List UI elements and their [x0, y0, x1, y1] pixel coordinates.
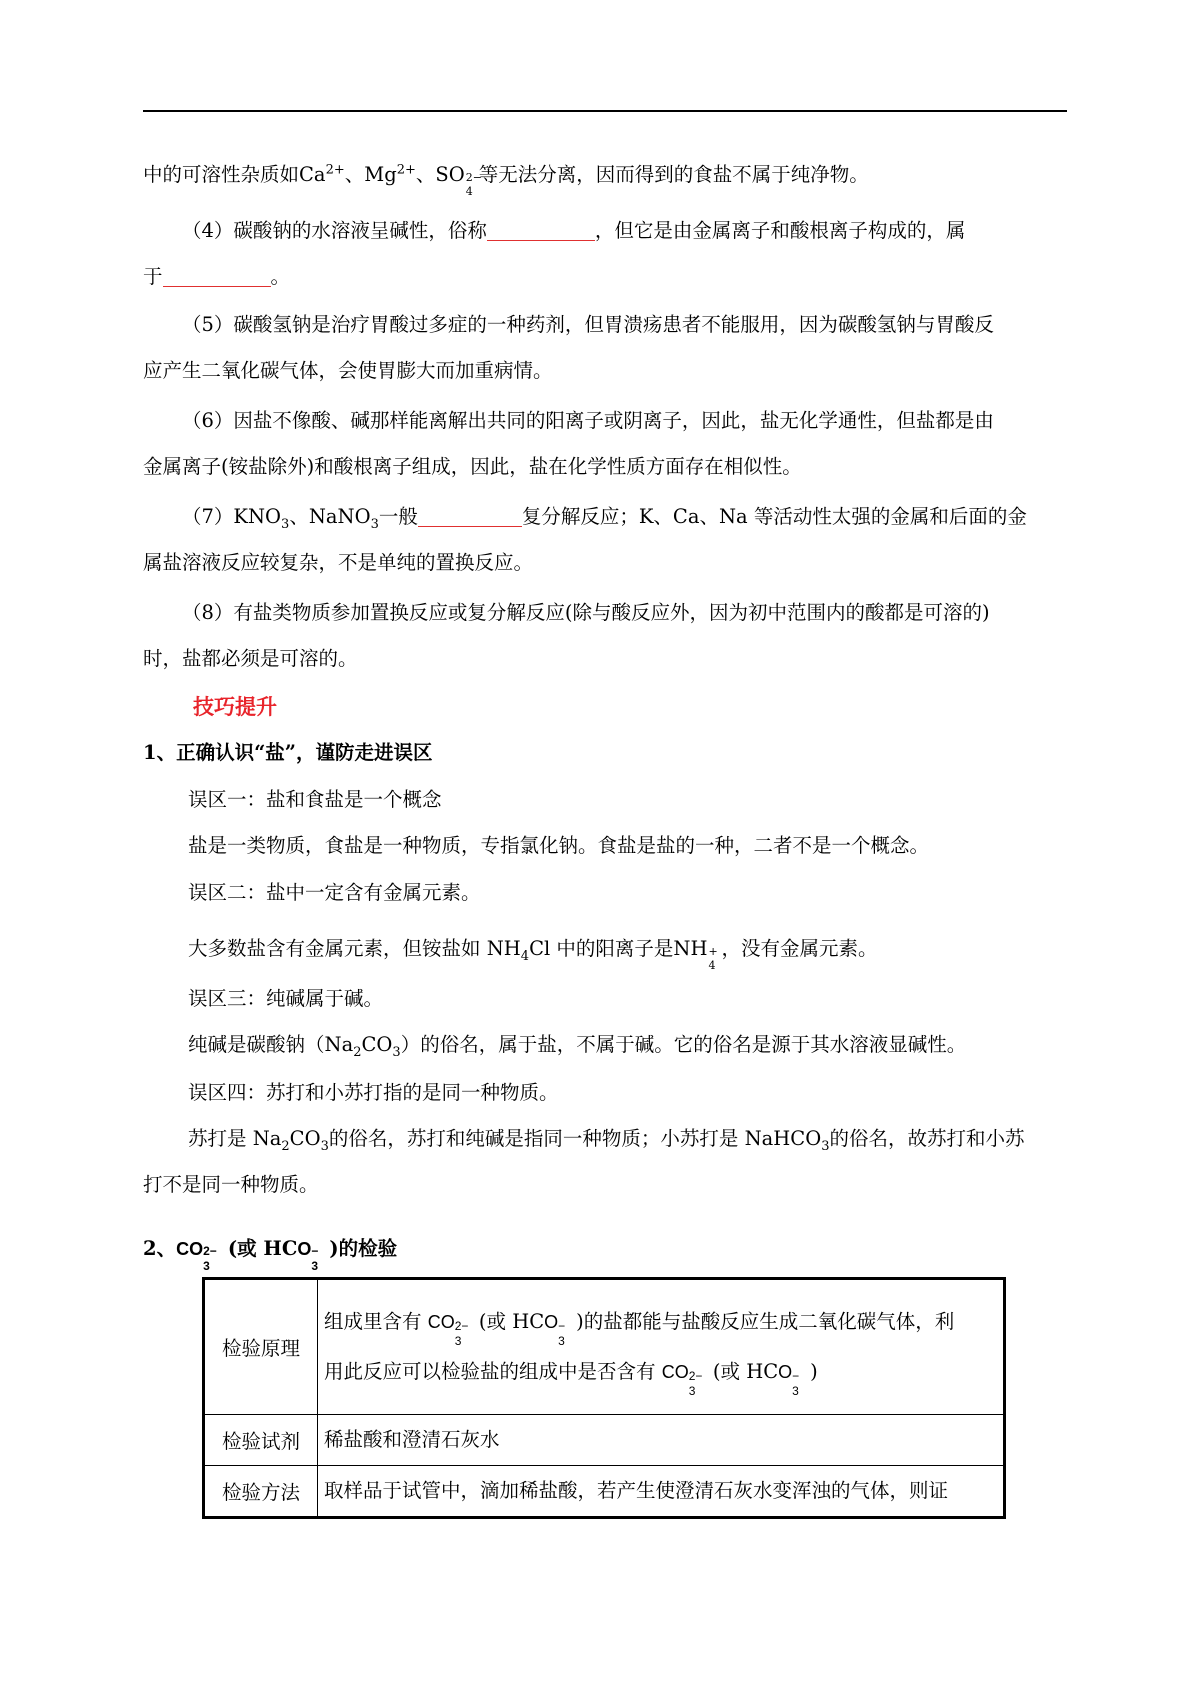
subscript: 3: [203, 1259, 210, 1273]
text: 大多数盐含有金属元素，但铵盐如 NH: [188, 937, 521, 960]
text: O: [544, 1312, 559, 1332]
text: （7）KNO: [182, 505, 282, 528]
text: 组成里含有: [324, 1310, 422, 1333]
table-row: [204, 1415, 1005, 1466]
paragraph-5: [143, 302, 1067, 394]
text: 中的可溶性杂质如: [143, 163, 300, 186]
section-title: 技巧提升: [193, 694, 277, 719]
text: 金属离子(铵盐除外)和酸根离子组成，因此，盐在化学性质方面存在相似性。: [143, 455, 802, 478]
subscript: 4: [708, 959, 716, 972]
table-head-cell: 检验原理: [204, 1279, 318, 1415]
ion-scripts: [792, 1360, 810, 1398]
ion-ca: Ca: [299, 163, 326, 186]
ion-so4: SO: [435, 163, 465, 186]
charge: 2−: [203, 1244, 217, 1258]
text: 应产生二氧化碳气体，会使胃膨大而加重病情。: [143, 359, 553, 382]
text: 误区二：盐中一定含有金属元素。: [188, 881, 481, 904]
table-body-cell: 取样品于试管中，滴加稀盐酸，若产生使澄清石灰水变浑浊的气体，则证: [318, 1466, 1005, 1518]
text: 纯碱是碳酸钠（Na: [188, 1033, 354, 1056]
heading-1: 1、正确认识“盐”，谨防走进误区: [143, 741, 433, 764]
ion-nh4-scripts: [708, 937, 722, 972]
ion-hco3: [778, 1362, 810, 1398]
charge: 2−: [465, 171, 482, 184]
text: )的检验: [329, 1237, 398, 1260]
subscript: 3: [281, 516, 290, 532]
text: 于: [143, 265, 163, 288]
ion-nh4: NH: [673, 937, 708, 960]
charge: 2+: [325, 162, 345, 178]
text: 误区三：纯碱属于碱。: [188, 987, 384, 1010]
charge: −: [558, 1319, 566, 1333]
ion-co3: [427, 1312, 473, 1348]
misconception-1: [143, 777, 1067, 869]
paragraph-6: [143, 398, 1067, 490]
charge: +: [708, 945, 718, 958]
text: 误区一：盐和食盐是一个概念: [188, 788, 442, 811]
ion-so4-scripts: [465, 163, 482, 198]
text: 时，盐都必须是可溶的。: [143, 647, 358, 670]
paragraph-8: [143, 590, 1067, 682]
ion-scripts: [558, 1310, 576, 1348]
subscript: 3: [320, 1138, 329, 1154]
text: CO: [427, 1312, 455, 1332]
misconception-4: [143, 1070, 1067, 1208]
text: 的俗名，故苏打和小苏: [829, 1127, 1025, 1150]
text: )的盐都能与盐酸反应生成二氧化碳气体，利: [576, 1310, 955, 1333]
text: （4）碳酸钠的水溶液呈碱性，俗称: [182, 219, 487, 242]
fill-blank[interactable]: [418, 506, 522, 527]
text: CO: [361, 1033, 393, 1056]
table-row: [204, 1279, 1005, 1415]
subscript: 2: [281, 1138, 290, 1154]
table-row: [204, 1466, 1005, 1518]
ion-scripts: [203, 1237, 221, 1273]
text: 、NaNO: [289, 505, 371, 528]
text: 误区四：苏打和小苏打指的是同一种物质。: [188, 1081, 559, 1104]
subscript: 3: [821, 1138, 830, 1154]
text: ，但它是由金属离子和酸根离子构成的，属: [594, 219, 966, 242]
subscript: 2: [353, 1044, 362, 1060]
text: CO: [661, 1362, 689, 1382]
table-body-cell: [318, 1279, 1005, 1415]
text: （6）因盐不像酸、碱那样能离解出共同的阳离子或阴离子，因此，盐无化学通性，但盐都是由: [182, 409, 994, 432]
text: 、: [415, 163, 436, 186]
text: O: [778, 1362, 793, 1382]
ion-mg: Mg: [364, 163, 397, 186]
text: 。: [270, 265, 291, 288]
fill-blank[interactable]: [487, 220, 595, 241]
text: 盐是一类物质，食盐是一种物质，专指氯化钠。食盐是盐的一种，二者不是一个概念。: [188, 834, 930, 857]
text: （5）碳酸氢钠是治疗胃酸过多症的一种药剂，但胃溃疡患者不能服用，因为碳酸氢钠与胃酸反: [182, 313, 994, 336]
fill-blank[interactable]: [163, 266, 271, 287]
text: (或 HC: [478, 1310, 545, 1333]
ion-hco3: [297, 1239, 329, 1273]
text: (或 HC: [227, 1237, 298, 1260]
subscript: 3: [370, 516, 379, 532]
ion-scripts: [311, 1237, 329, 1273]
subscript: 4: [520, 948, 530, 964]
misconception-2: [143, 870, 1067, 972]
text: 等无法分离，因而得到的食盐不属于纯净物。: [478, 163, 869, 186]
subscript: 3: [311, 1259, 319, 1273]
text: 用此反应可以检验盐的组成中是否含有: [324, 1360, 656, 1383]
text: CO: [176, 1239, 204, 1259]
ion-scripts: [688, 1360, 707, 1398]
charge: 2−: [688, 1369, 703, 1383]
ion-co3: [661, 1362, 707, 1398]
text: ): [810, 1360, 818, 1383]
ion-scripts: [454, 1310, 473, 1348]
charge: −: [311, 1244, 319, 1258]
text: 苏打是 Na: [188, 1127, 282, 1150]
subscript: 3: [688, 1384, 696, 1398]
text: ）的俗名，属于盐，不属于碱。它的俗名是源于其水溶液显碱性。: [400, 1033, 967, 1056]
heading-2: [143, 1226, 1067, 1272]
table-head-cell: 检验试剂: [204, 1415, 318, 1466]
misconception-3: [143, 976, 1067, 1068]
paragraph-7: [143, 494, 1067, 586]
paragraph-3-tail: [143, 152, 1067, 198]
text: 的俗名，苏打和纯碱是指同一种物质；小苏打是 NaHCO: [328, 1127, 822, 1150]
text: 属盐溶液反应较复杂，不是单纯的置换反应。: [143, 551, 534, 574]
text: O: [297, 1239, 312, 1259]
header-rule: [143, 110, 1067, 112]
text: 2、: [143, 1237, 177, 1260]
charge: −: [792, 1369, 800, 1383]
charge: 2+: [396, 162, 416, 178]
ion-hco3: [544, 1312, 576, 1348]
subscript: 4: [465, 185, 473, 198]
subscript: 3: [454, 1334, 462, 1348]
subscript: 3: [392, 1044, 401, 1060]
table-body-cell: 稀盐酸和澄清石灰水: [318, 1415, 1005, 1466]
text: 打不是同一种物质。: [143, 1173, 319, 1196]
subscript: 3: [558, 1334, 565, 1348]
text: (或 HC: [712, 1360, 779, 1383]
table-head-cell: 检验方法: [204, 1466, 318, 1518]
charge: 2−: [454, 1319, 469, 1333]
text: 一般: [378, 505, 418, 528]
text: ，没有金属元素。: [721, 937, 878, 960]
text: 、: [344, 163, 365, 186]
test-table: [202, 1277, 1006, 1519]
subscript: 3: [792, 1384, 799, 1398]
text: （8）有盐类物质参加置换反应或复分解反应(除与酸反应外，因为初中范围内的酸都是可溶的): [182, 601, 990, 624]
text: CO: [289, 1127, 321, 1150]
ion-co3: [176, 1239, 221, 1273]
paragraph-4: [143, 208, 1067, 300]
text: Cl 中的阳离子是: [529, 937, 674, 960]
text: 复分解反应；K、Ca、Na 等活动性太强的金属和后面的金: [521, 505, 1027, 528]
